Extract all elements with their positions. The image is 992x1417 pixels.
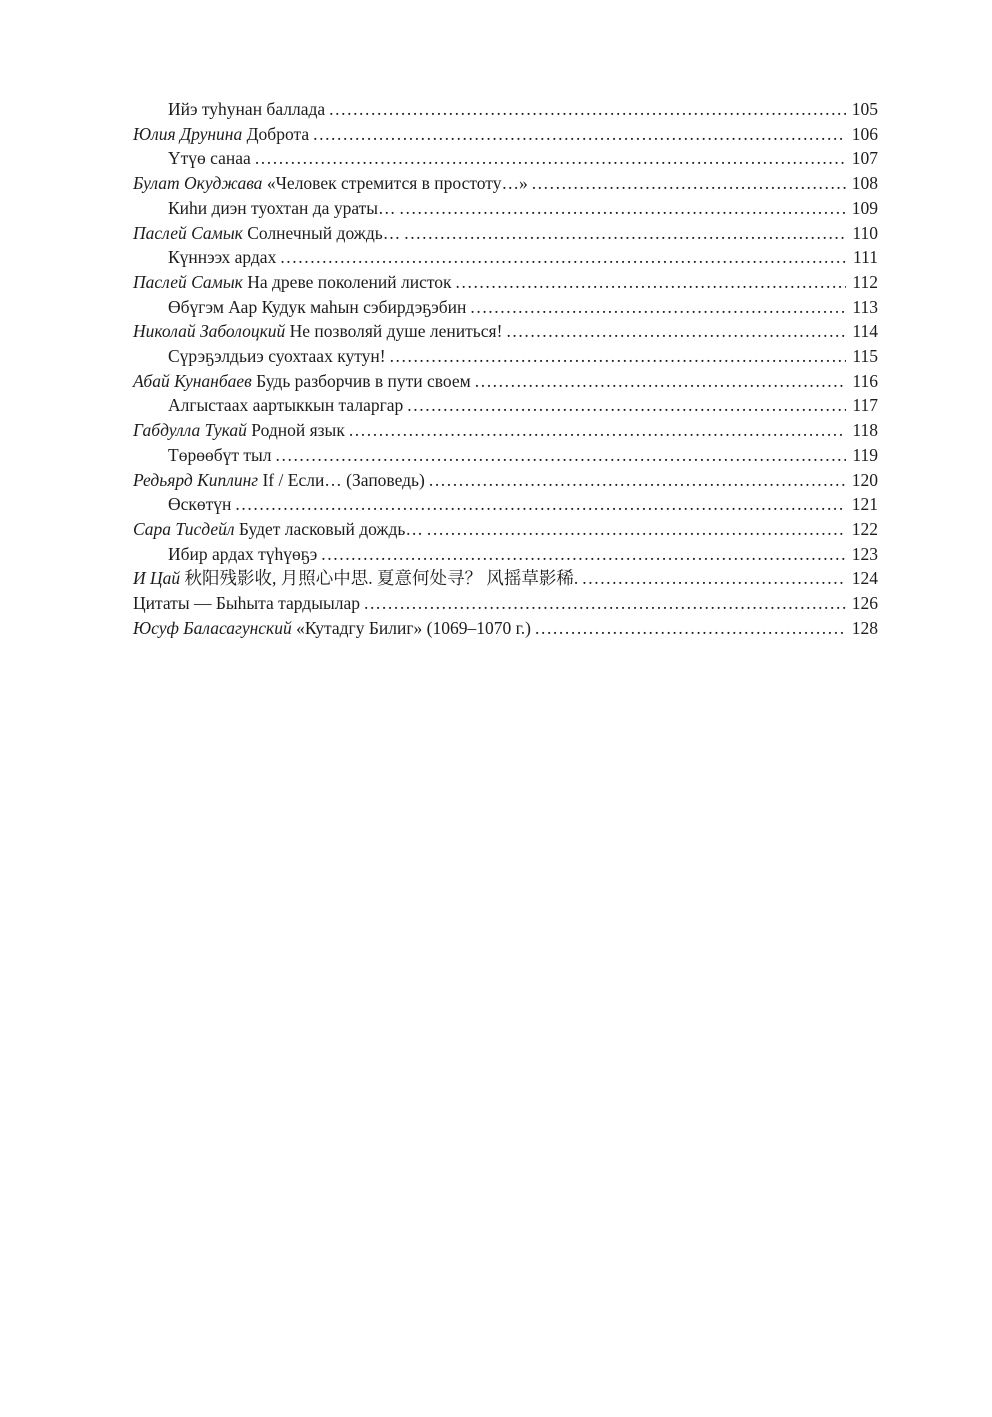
toc-entry-text [168, 492, 231, 517]
toc-entry [133, 245, 878, 270]
toc-page-number: 123 [851, 543, 878, 564]
toc-entry [133, 468, 878, 493]
toc-entry [133, 122, 878, 147]
dot-leader [532, 171, 846, 196]
dot-leader [276, 443, 847, 468]
toc-title: Үтүө санаа [168, 148, 251, 169]
toc-title: Киһи диэн туохтан да ураты… [168, 197, 396, 218]
toc-entry-text [133, 616, 531, 641]
toc-page-number: 112 [852, 271, 878, 292]
dot-leader [427, 517, 846, 542]
dot-leader [429, 468, 846, 493]
toc-entry [133, 146, 878, 171]
toc-entry-text [168, 245, 276, 270]
toc-entry-text [168, 97, 325, 122]
toc-entry [133, 270, 878, 295]
toc-author: Паслей Самык [133, 222, 243, 243]
toc-page-number: 108 [851, 173, 878, 194]
dot-leader [321, 542, 845, 567]
dot-leader [329, 97, 846, 122]
toc-author: Юсуф Баласагунский [133, 617, 292, 638]
toc-page-number: 114 [852, 321, 878, 342]
toc-title: Сүрэҕэлдьиэ суохтаах кутун! [168, 346, 386, 367]
toc-author: Габдулла Тукай [133, 420, 247, 441]
toc-entry-text [168, 393, 403, 418]
dot-leader [235, 492, 845, 517]
dot-leader [255, 146, 846, 171]
toc-title: Өскөтүн [168, 494, 232, 515]
toc-page-number: 119 [852, 444, 878, 465]
toc-entry-text [133, 369, 471, 394]
toc-entry-text [133, 171, 528, 196]
toc-page-number: 128 [851, 617, 878, 638]
toc-title: 秋阳残影收, 月照心中思. 夏意何处寻？ 风摇草影稀. [184, 568, 579, 589]
toc-entry-text [133, 270, 452, 295]
toc-author: Николай Заболоцкий [133, 321, 286, 342]
toc-page-number: 116 [852, 370, 878, 391]
page-content [133, 97, 878, 640]
toc-author: Паслей Самык [133, 271, 243, 292]
toc-title: Өбүгэм Аар Кудук маһын сэбирдэҕэбин [168, 296, 467, 317]
toc-entry [133, 196, 878, 221]
toc-entry-text [168, 542, 317, 567]
toc-page-number: 109 [851, 197, 878, 218]
toc-entry [133, 295, 878, 320]
toc-author: Редьярд Киплинг [133, 469, 259, 490]
toc-page-number: 118 [852, 420, 878, 441]
toc-entry [133, 344, 878, 369]
toc-entry [133, 443, 878, 468]
toc-page-number: 115 [852, 346, 878, 367]
toc-page-number: 122 [851, 518, 878, 539]
toc-page-number: 121 [851, 494, 878, 515]
toc-entry [133, 542, 878, 567]
toc-title: «Кутадгу Билиг» (1069–1070 г.) [296, 617, 531, 638]
toc-page-number: 111 [853, 247, 878, 268]
toc-entry [133, 393, 878, 418]
toc-entry [133, 171, 878, 196]
table-of-contents [133, 97, 878, 640]
dot-leader [390, 344, 847, 369]
toc-title: Ийэ туһунан баллада [168, 99, 326, 119]
toc-page-number: 110 [852, 222, 878, 243]
toc-title: If / Если… (Заповедь) [262, 469, 425, 490]
toc-entry-text [168, 344, 386, 369]
toc-entry [133, 492, 878, 517]
dot-leader [582, 566, 845, 591]
toc-entry [133, 369, 878, 394]
toc-title: Күннээх ардах [168, 247, 277, 268]
toc-author: Булат Окуджава [133, 173, 263, 194]
toc-entry-text [168, 196, 396, 221]
toc-page-number: 120 [851, 469, 878, 490]
toc-entry [133, 566, 878, 591]
dot-leader [404, 221, 846, 246]
toc-entry-text [133, 122, 309, 147]
toc-author: Юлия Друнина [133, 123, 243, 144]
dot-leader [535, 616, 846, 641]
toc-page-number: 124 [851, 568, 878, 589]
toc-title: Доброта [246, 123, 310, 144]
toc-page-number: 105 [851, 99, 878, 119]
toc-entry [133, 591, 878, 616]
toc-title: Солнечный дождь… [247, 222, 401, 243]
toc-entry [133, 221, 878, 246]
toc-title: Не позволяй душе лениться! [289, 321, 503, 342]
toc-page-number: 106 [851, 123, 878, 144]
toc-entry-text [168, 146, 251, 171]
toc-entry-text [133, 319, 502, 344]
toc-page-number: 126 [851, 593, 878, 614]
toc-title: Ибир ардах түһүөҕэ [168, 543, 318, 564]
toc-entry [133, 418, 878, 443]
dot-leader [407, 393, 846, 418]
toc-title: Родной язык [251, 420, 345, 441]
toc-entry-text [133, 468, 425, 493]
toc-page-number: 117 [852, 395, 878, 416]
dot-leader [506, 319, 846, 344]
toc-entry [133, 517, 878, 542]
dot-leader [364, 591, 846, 616]
toc-entry [133, 616, 878, 641]
toc-entry [133, 319, 878, 344]
toc-title: Будь разборчив в пути своем [256, 370, 471, 391]
dot-leader [456, 270, 847, 295]
toc-title: Будет ласковый дождь… [238, 518, 423, 539]
toc-title: Төрөөбүт тыл [168, 444, 272, 465]
toc-entry-text [168, 443, 272, 468]
toc-entry [133, 97, 878, 122]
toc-author: Сара Тисдейл [133, 518, 235, 539]
toc-entry-text [168, 295, 466, 320]
dot-leader [313, 122, 846, 147]
toc-entry-text [133, 418, 345, 443]
toc-page-number: 113 [852, 296, 878, 317]
dot-leader [400, 196, 846, 221]
dot-leader [280, 245, 847, 270]
toc-title: «Человек стремится в простоту…» [266, 173, 528, 194]
toc-title: На древе поколений листок [247, 271, 452, 292]
toc-entry-text [133, 591, 360, 616]
toc-title: Цитаты — Быһыта тардыылар [133, 593, 360, 614]
toc-title: Алгыстаах аартыккын таларгар [168, 395, 404, 416]
toc-entry-text [133, 517, 423, 542]
dot-leader [349, 418, 847, 443]
toc-entry-text [133, 566, 578, 591]
toc-entry-text [133, 221, 400, 246]
dot-leader [475, 369, 847, 394]
toc-author: Абай Кунанбаев [133, 370, 252, 391]
dot-leader [470, 295, 846, 320]
toc-page-number: 107 [851, 148, 878, 169]
toc-author: И Цай [133, 568, 181, 589]
